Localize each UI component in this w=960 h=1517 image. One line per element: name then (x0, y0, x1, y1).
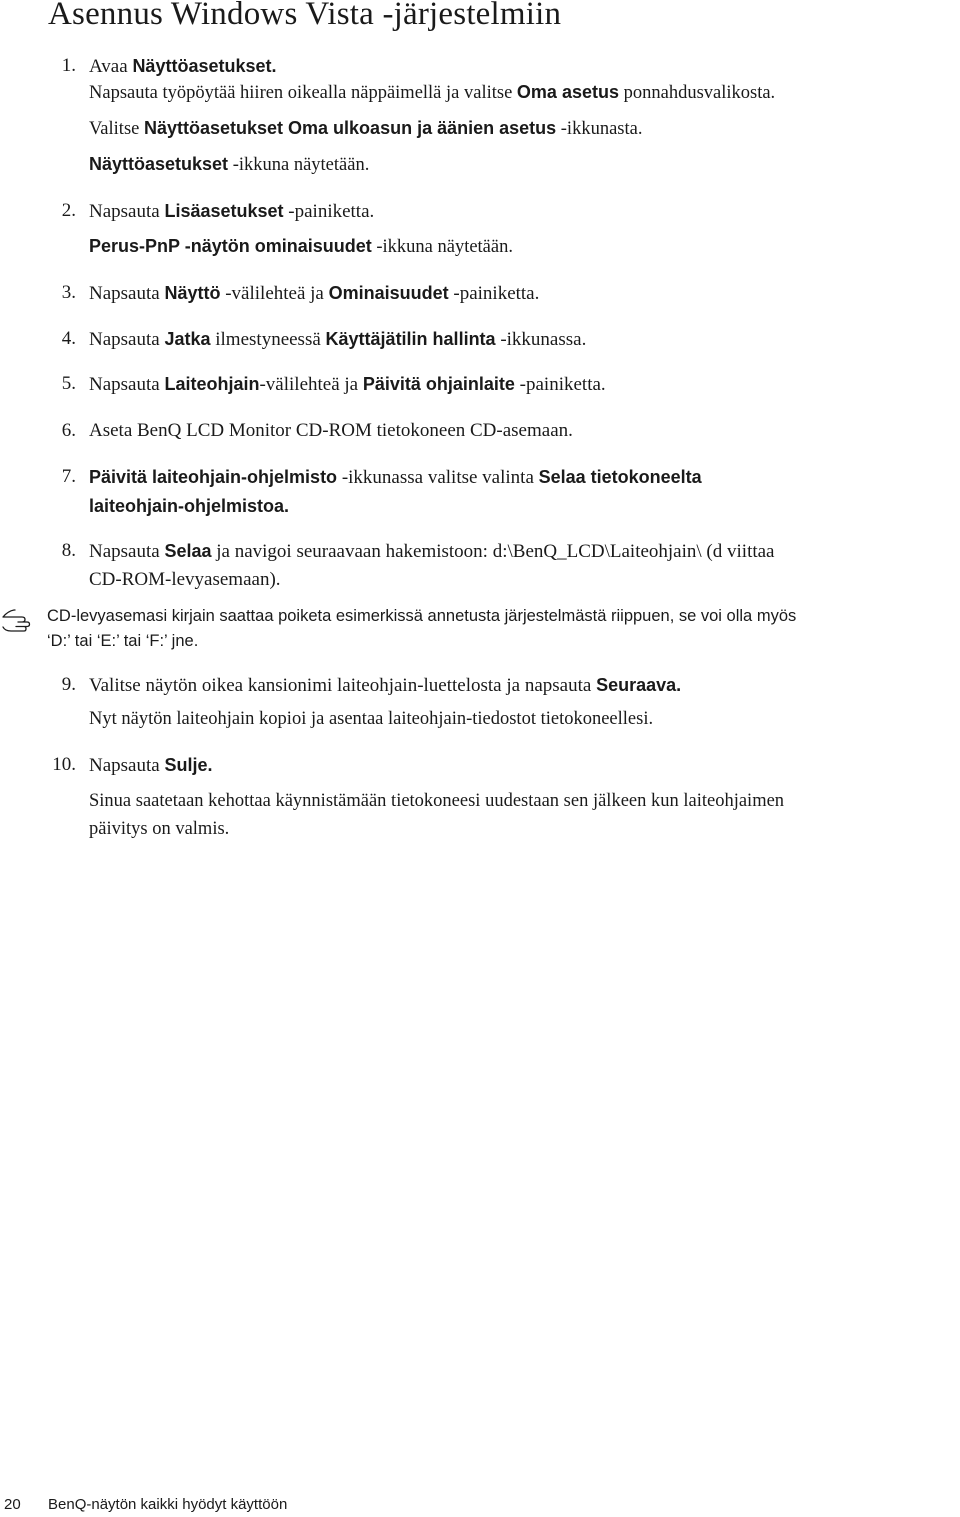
step-number: 1. (61, 55, 76, 76)
step-number: 5. (61, 373, 76, 394)
pointing-hand-icon (2, 608, 36, 632)
step-text: Aseta BenQ LCD Monitor CD-ROM tietokoneen CD-asemaan. (89, 420, 573, 441)
step-text: Napsauta Lisäasetukset -painiketta. (89, 201, 375, 222)
page-number: 20 (4, 1496, 21, 1513)
note-line-2: ‘D:’ tai ‘E:’ tai ‘F:’ jne. (47, 632, 199, 650)
step-1-detail-3: Näyttöasetukset -ikkuna näytetään. (89, 154, 370, 175)
step-number: 3. (61, 282, 76, 303)
step-2-detail: Perus-PnP -näytön ominaisuudet -ikkuna näytetään. (89, 236, 513, 257)
step-number: 10. (52, 754, 76, 775)
step-number: 6. (61, 420, 76, 441)
step-text: Napsauta Jatka ilmestyneessä Käyttäjätilin hallinta -ikkunassa. (89, 329, 587, 350)
step-10-detail: Sinua saatetaan kehottaa käynnistämään tietokoneesi uudestaan sen jälkeen kun laiteohjaimen päivitys on valmis. (89, 791, 785, 839)
step-number: 4. (61, 328, 76, 349)
footer-text: BenQ-näytön kaikki hyödyt käyttöön (48, 1496, 288, 1513)
step-text: Päivitä laiteohjain-ohjelmisto -ikkunassa valitse valinta Selaa tietokoneelta laiteohjain-ohjelmistoa. (89, 467, 702, 516)
step-number: 2. (61, 200, 76, 221)
step-number: 9. (61, 674, 76, 695)
note-line-1: CD-levyasemasi kirjain saattaa poiketa esimerkissä annetusta järjestelmästä riippuen, se voi olla myös (47, 607, 797, 625)
step-number: 7. (61, 466, 76, 487)
step-text: Napsauta Sulje. (89, 755, 213, 776)
page-title: Asennus Windows Vista -järjestelmiin (48, 0, 562, 32)
step-text: Avaa Näyttöasetukset. (89, 56, 277, 77)
step-1-detail-1: Napsauta työpöytää hiiren oikealla näppäimellä ja valitse Oma asetus ponnahdusvalikosta. (89, 82, 776, 103)
step-text: Valitse näytön oikea kansionimi laiteohjain-luettelosta ja napsauta Seuraava. (89, 675, 682, 696)
step-text: Napsauta Laiteohjain-välilehteä ja Päivitä ohjainlaite -painiketta. (89, 374, 606, 395)
step-1-detail-2: Valitse Näyttöasetukset Oma ulkoasun ja äänien asetus -ikkunasta. (89, 118, 643, 139)
step-text: Napsauta Selaa ja navigoi seuraavaan hakemistoon: d:\BenQ_LCD\Laiteohjain\ (d viittaa CD-ROM-levyasemaan). (89, 541, 775, 590)
step-number: 8. (61, 540, 76, 561)
step-text: Napsauta Näyttö -välilehteä ja Ominaisuudet -painiketta. (89, 283, 540, 304)
step-9-detail: Nyt näytön laiteohjain kopioi ja asentaa laiteohjain-tiedostot tietokoneellesi. (89, 709, 654, 729)
